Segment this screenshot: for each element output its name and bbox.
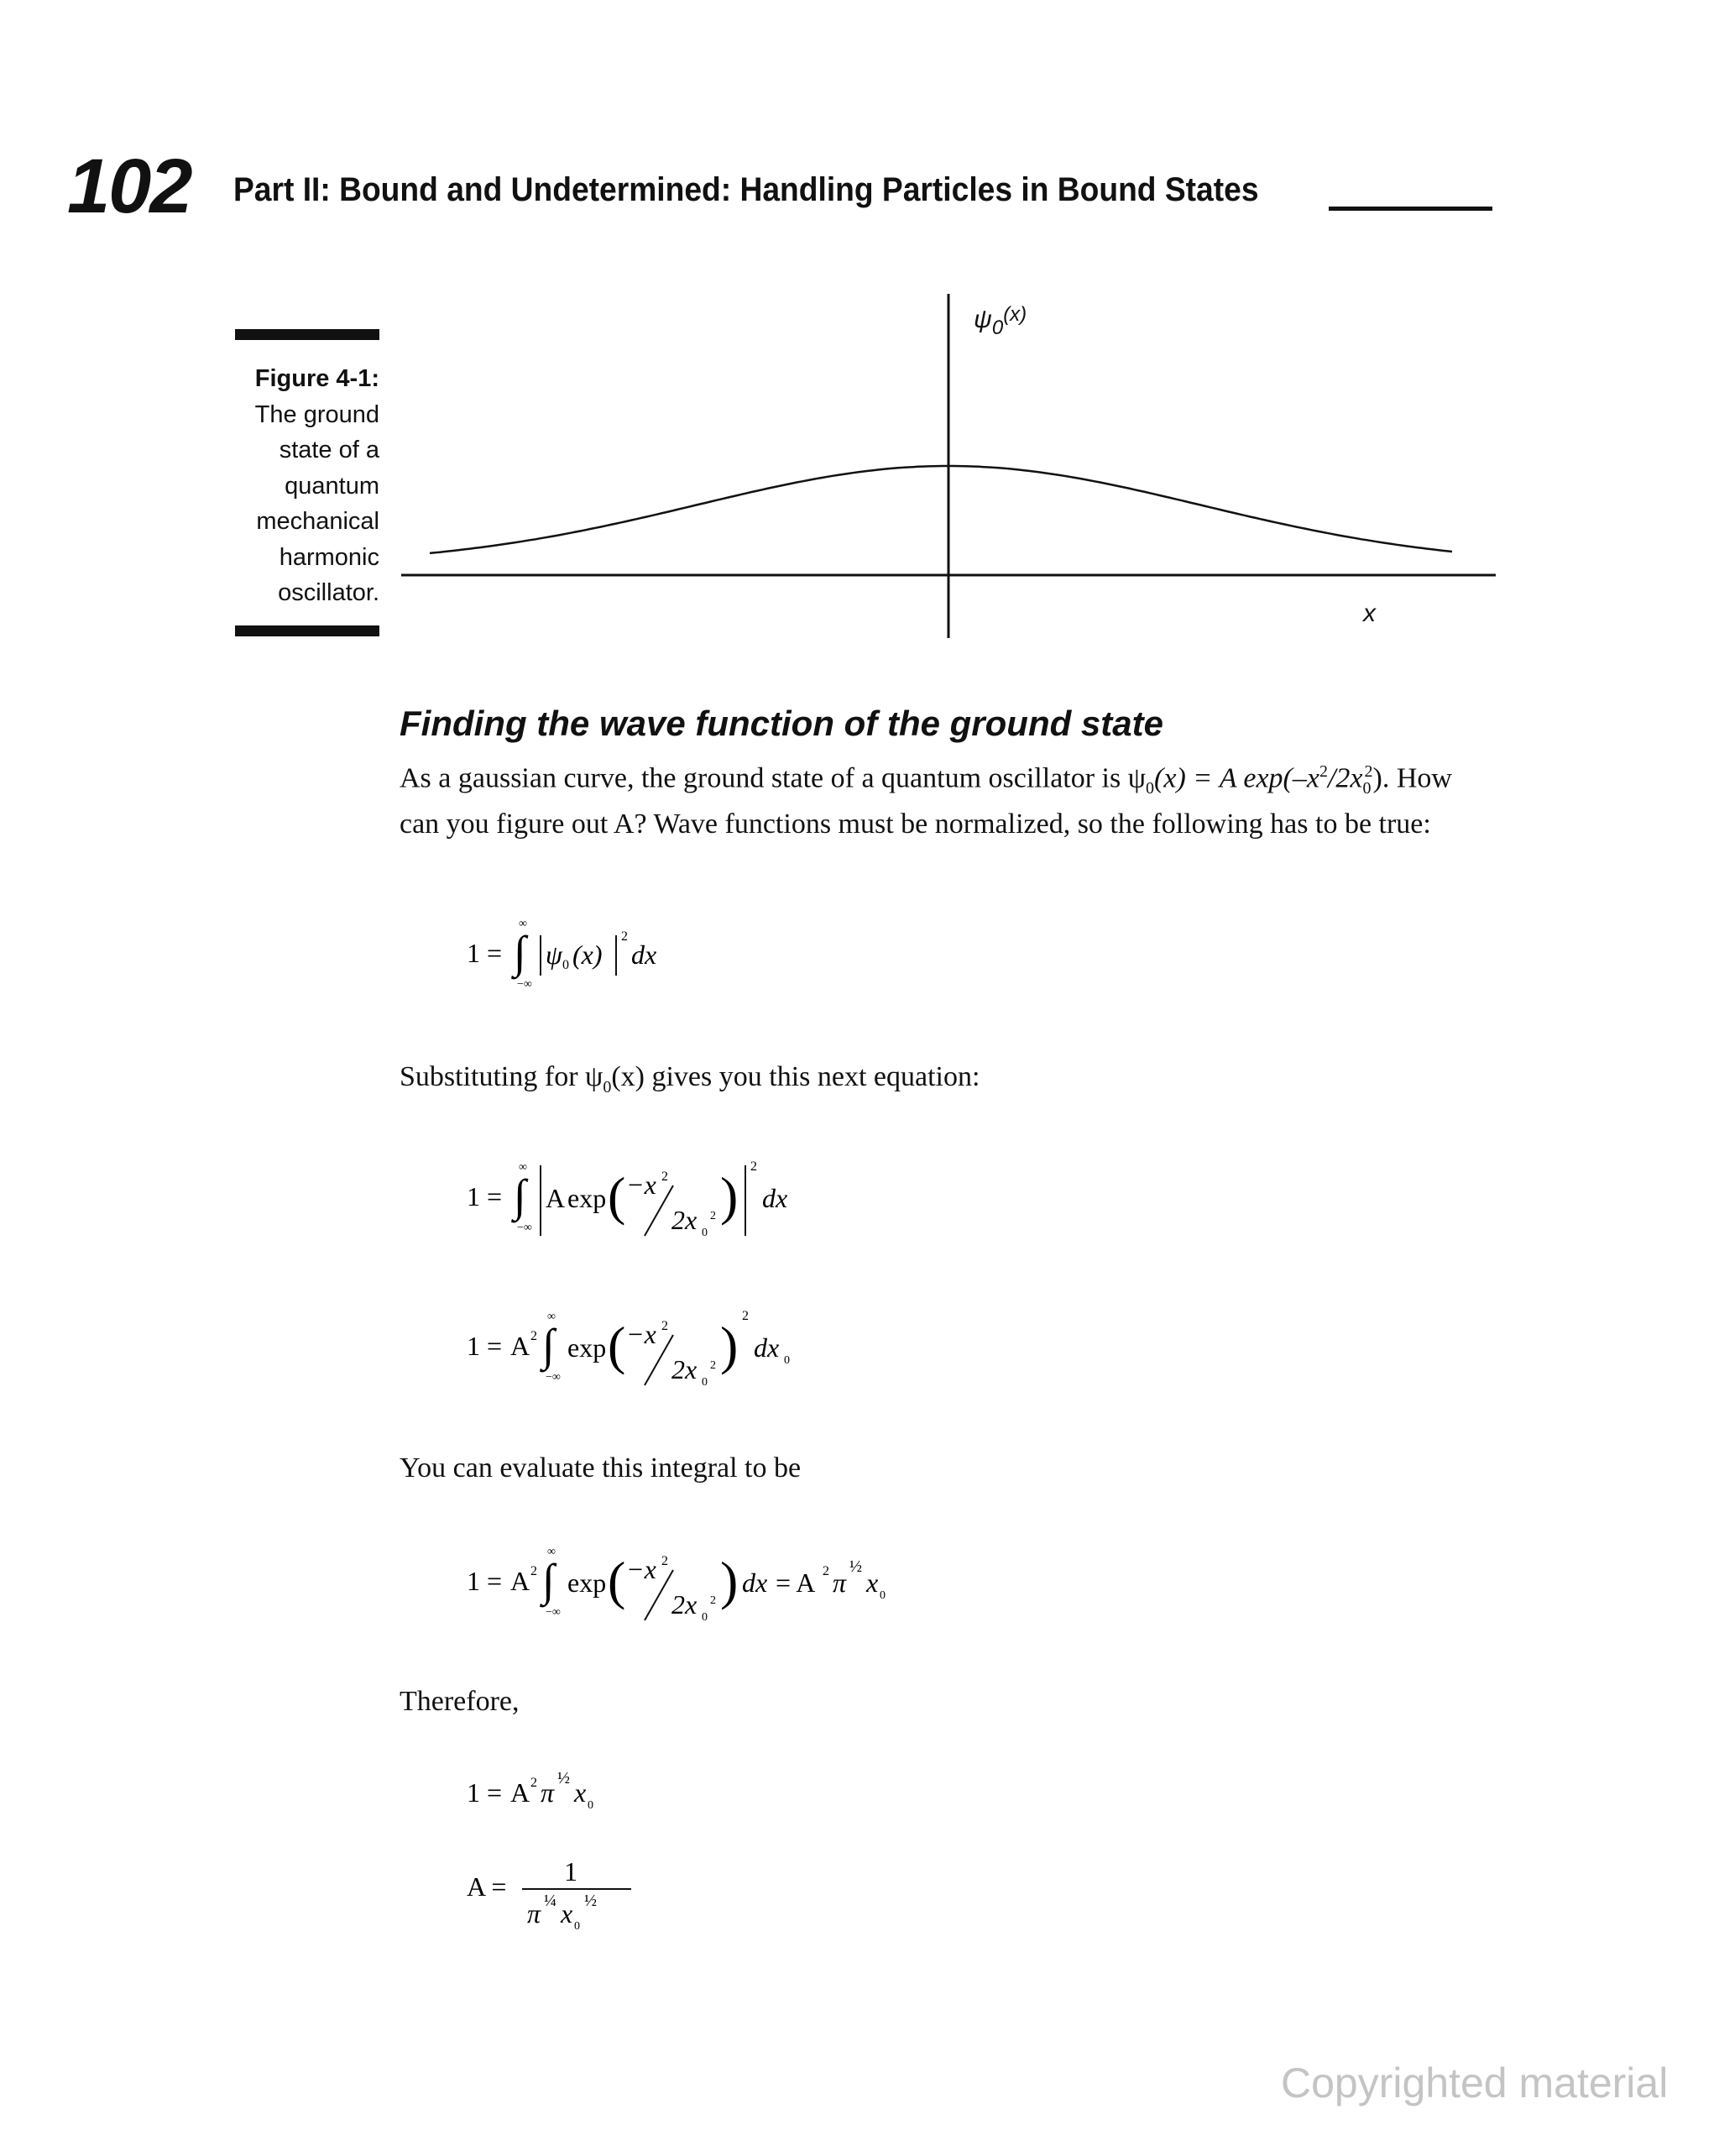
svg-text:A: A (546, 1183, 566, 1213)
svg-text:2: 2 (823, 1564, 829, 1578)
paragraph-4: Therefore, (400, 1686, 520, 1717)
svg-text:∫: ∫ (542, 1555, 555, 1605)
svg-text:2: 2 (710, 1210, 716, 1222)
svg-text:∫: ∫ (514, 1170, 526, 1221)
figure-caption (201, 361, 379, 611)
svg-text:∫: ∫ (514, 927, 526, 977)
svg-text:exp: exp (567, 1567, 607, 1598)
svg-text:A: A (510, 1331, 530, 1361)
y-axis-label: $\psi_0^{(x)}$ (974, 303, 1027, 339)
svg-text:A: A (510, 1566, 530, 1596)
ground-state-figure (394, 285, 1496, 646)
gaussian-curve (430, 466, 1452, 553)
svg-text:½: ½ (849, 1557, 862, 1576)
svg-text:π: π (833, 1567, 847, 1598)
running-head: Part II: Bound and Undetermined: Handling Particles in Bound States (233, 171, 1259, 208)
svg-text:π: π (527, 1898, 541, 1928)
svg-text:−x: −x (626, 1554, 656, 1584)
svg-text:−∞: −∞ (546, 1371, 561, 1384)
svg-text:½: ½ (584, 1892, 597, 1910)
svg-text:2: 2 (710, 1359, 716, 1372)
svg-text:2: 2 (530, 1329, 537, 1343)
svg-text:0: 0 (702, 1227, 708, 1239)
page-number: 102 (67, 144, 191, 229)
x-axis-label: x (1363, 599, 1376, 627)
svg-text:2: 2 (661, 1170, 668, 1184)
svg-text:(: ( (608, 1551, 626, 1610)
svg-text:0: 0 (574, 1920, 580, 1933)
svg-text:dx: dx (762, 1183, 788, 1213)
svg-text:0: 0 (702, 1376, 708, 1389)
svg-text:−x: −x (626, 1170, 656, 1200)
svg-text:1 =: 1 = (467, 1777, 503, 1808)
svg-text:∞: ∞ (519, 1161, 527, 1174)
svg-text:−∞: −∞ (517, 1222, 532, 1234)
svg-text:∞: ∞ (519, 918, 527, 930)
svg-text:2: 2 (621, 929, 628, 944)
svg-text:1 =: 1 = (467, 1181, 503, 1211)
svg-text:2: 2 (530, 1564, 537, 1578)
svg-text:2x: 2x (671, 1354, 698, 1384)
svg-text:dx: dx (631, 939, 657, 970)
paragraph-2: Substituting for $\psi_0(x)$ gives you this next equation: (400, 1061, 980, 1096)
figure-caption-title: Figure 4-1: (254, 365, 379, 392)
equation-6 (467, 1839, 718, 1939)
svg-text:1 =: 1 = (467, 1566, 503, 1596)
svg-text:): ) (720, 1166, 739, 1226)
svg-text:ψ: ψ (546, 939, 562, 970)
svg-text:x: x (866, 1567, 879, 1598)
svg-text:−∞: −∞ (546, 1606, 561, 1619)
svg-text:¼: ¼ (544, 1892, 556, 1910)
svg-text:exp: exp (567, 1183, 607, 1213)
svg-text:2: 2 (710, 1594, 716, 1607)
svg-text:): ) (720, 1551, 739, 1610)
equation-4 (467, 1543, 987, 1644)
svg-text:): ) (720, 1316, 739, 1375)
svg-text:2: 2 (530, 1776, 537, 1790)
svg-text:2: 2 (750, 1159, 757, 1174)
svg-text:2: 2 (661, 1319, 668, 1333)
svg-text:(x): (x) (572, 939, 603, 970)
svg-text:x: x (561, 1898, 573, 1928)
equation-2 (467, 1159, 903, 1259)
svg-text:0: 0 (588, 1799, 593, 1812)
paragraph-1: As a gaussian curve, the ground state of a quantum oscillator is $\psi_0(x) = A$ $\exp(-x^2/2x_0^2)$. How can you figure out A? Wave functions must be normalized, so the following has to be true: (400, 762, 1452, 840)
copyright-watermark: Copyrighted material (1281, 2059, 1669, 2106)
caption-top-bar (235, 329, 379, 340)
svg-text:∞: ∞ (547, 1311, 556, 1323)
svg-text:½: ½ (557, 1769, 570, 1787)
svg-text:−x: −x (626, 1319, 656, 1349)
figure-caption-body: The ground state of a quantum mechanical harmonic oscillator. (254, 400, 379, 606)
svg-text:1 =: 1 = (467, 1331, 503, 1361)
svg-text:exp: exp (567, 1332, 607, 1363)
svg-text:(: ( (608, 1166, 626, 1226)
svg-text:dx: dx (754, 1332, 780, 1363)
svg-text:A =: A = (467, 1871, 507, 1902)
equation-1 (467, 915, 802, 1016)
paragraph-3: You can evaluate this integral to be (400, 1452, 802, 1484)
svg-text:(: ( (608, 1316, 626, 1375)
svg-text:0: 0 (702, 1611, 708, 1624)
equation-3 (467, 1308, 903, 1409)
svg-text:= A: = A (776, 1567, 816, 1598)
header-rule (1329, 207, 1492, 211)
svg-text:dx: dx (742, 1567, 768, 1598)
svg-text:x: x (574, 1777, 587, 1808)
svg-text:−∞: −∞ (517, 978, 532, 991)
svg-text:2: 2 (742, 1309, 749, 1323)
svg-text:π: π (541, 1777, 555, 1808)
svg-text:0: 0 (562, 958, 569, 972)
svg-text:∫: ∫ (542, 1320, 555, 1370)
svg-text:2: 2 (661, 1554, 668, 1568)
svg-text:1: 1 (564, 1856, 577, 1886)
svg-text:∞: ∞ (547, 1546, 556, 1558)
svg-text:0: 0 (880, 1589, 886, 1602)
svg-text:2x: 2x (671, 1205, 698, 1235)
section-heading: Finding the wave function of the ground state (400, 704, 1163, 743)
caption-bottom-bar (235, 625, 379, 636)
svg-text:1 =: 1 = (467, 938, 503, 968)
svg-text:A: A (510, 1777, 530, 1808)
svg-text:0: 0 (784, 1354, 790, 1367)
svg-text:2x: 2x (671, 1589, 698, 1620)
